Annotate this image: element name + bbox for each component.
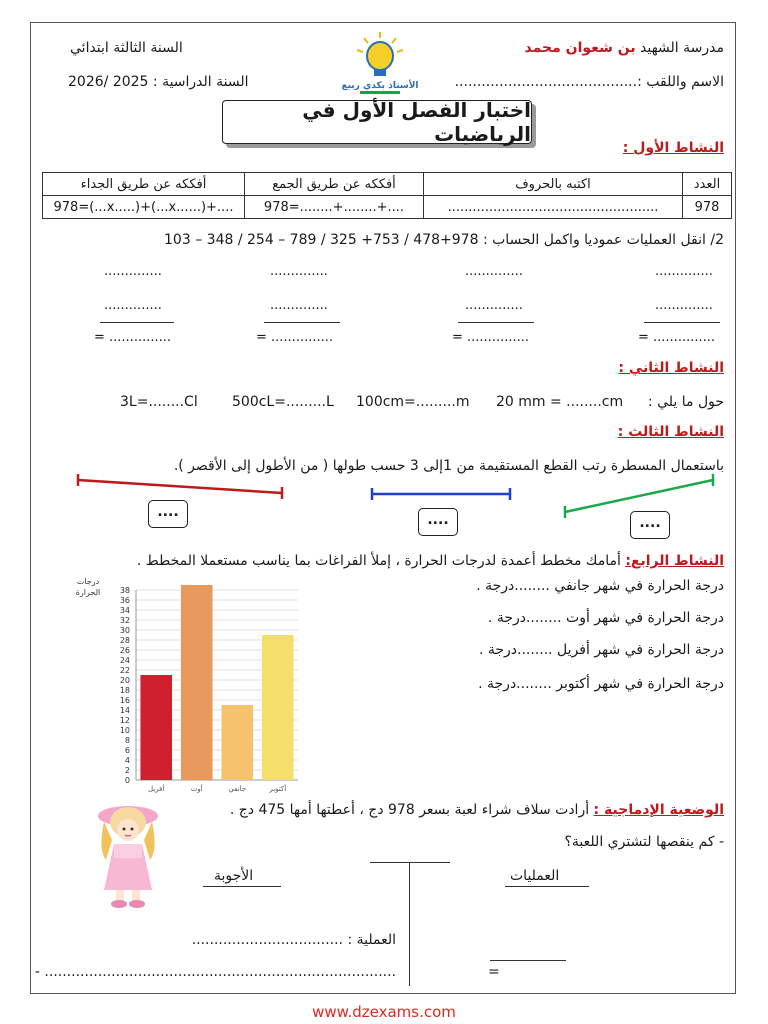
number-table: [42, 172, 732, 219]
teacher-logo: [330, 30, 430, 96]
y-tick-label: 34: [119, 606, 130, 615]
table-cell[interactable]: 978=(...x.....)+(...x......)+....: [43, 196, 245, 219]
op-dots[interactable]: ..............: [655, 264, 713, 279]
y-tick-label: 10: [119, 726, 130, 735]
x-tick-label: أكتوبر: [269, 785, 287, 793]
table-cell: 978: [683, 196, 732, 219]
activity4-heading: النشاط الرابع: أمامك مخطط أعمدة لدرجات الحرارة ، إملأ الفراغات بما يناسب مستعملا المخطط .: [136, 553, 724, 569]
y-tick-label: 24: [119, 656, 130, 665]
divider-top: [370, 862, 450, 863]
convert-item[interactable]: 3L=........Cl: [120, 394, 198, 410]
y-tick-label: 8: [124, 736, 130, 745]
op-dots[interactable]: ..............: [270, 264, 328, 279]
temp-question[interactable]: درجة الحرارة في شهر أوت ........درجة .: [487, 610, 724, 626]
op-result[interactable]: = ...............: [638, 330, 716, 345]
table-header: اكتبه بالحروف: [424, 173, 683, 196]
y-tick-label: 26: [119, 646, 130, 655]
y-tick-label: 18: [119, 686, 130, 695]
op-dots[interactable]: ..............: [270, 298, 328, 313]
watermark: www.dzexams.com: [312, 1003, 456, 1021]
y-tick-label: 12: [119, 716, 130, 725]
x-tick-label: أوت: [190, 785, 203, 793]
y-tick-label: 30: [119, 626, 130, 635]
activity3-instruction: باستعمال المسطرة رتب القطع المستقيمة من 1إلى 3 حسب طولها ( من الأطول إلى الأقصر ).: [173, 458, 724, 474]
table-header: أفككه عن طريق الجداء: [43, 173, 245, 196]
svg-text:الأستاذ بكدي ربيع: الأستاذ بكدي ربيع: [341, 81, 419, 91]
y-tick-label: 28: [119, 636, 130, 645]
x-tick-label: أفريل: [148, 785, 165, 793]
rank-box-red[interactable]: ....: [148, 500, 188, 528]
op-dots[interactable]: ..............: [104, 264, 162, 279]
integration-heading: الوضعية الإدماجية : أرادت سلاف شراء لعبة بسعر 978 دج ، أعطتها أمها 475 دج .: [229, 802, 724, 818]
name-field: الاسم واللقب :.........................................: [454, 74, 724, 90]
operations-underline: [505, 886, 589, 887]
answers-heading: الأجوبة: [214, 868, 254, 884]
activity2-label: النشاط الثاني :: [618, 360, 724, 376]
op-result[interactable]: = ...............: [94, 330, 172, 345]
grade-level: السنة الثالثة ابتدائي: [70, 40, 183, 56]
doll-image: [88, 800, 168, 910]
op-line: [644, 322, 720, 323]
y-tick-label: 4: [124, 756, 130, 765]
activity3-label: النشاط الثالث :: [617, 424, 724, 440]
segment-blue: [372, 488, 510, 500]
table-cell[interactable]: 978=........+........+....: [245, 196, 424, 219]
equals-sign: =: [488, 964, 500, 980]
op-result[interactable]: = ...............: [452, 330, 530, 345]
op-dots[interactable]: ..............: [465, 298, 523, 313]
result-line: [490, 960, 566, 961]
op-result[interactable]: = ...............: [256, 330, 334, 345]
y-tick-label: 22: [119, 666, 130, 675]
operations-heading: العمليات: [510, 868, 560, 884]
op-dots[interactable]: ..............: [465, 264, 523, 279]
integration-question: - كم ينقصها لتشتري اللعبة؟: [564, 834, 724, 850]
temp-question[interactable]: درجة الحرارة في شهر جانفي ........درجة .: [476, 578, 724, 594]
rank-box-green[interactable]: ....: [630, 511, 670, 539]
y-tick-label: 32: [119, 616, 130, 625]
bar: [262, 635, 294, 780]
convert-label: حول ما يلي :: [647, 394, 724, 410]
question-2: 2/ انقل العمليات عموديا واكمل الحساب : 978+478 / 753+ 325 / 789 – 254 / 348 – 103: [164, 232, 724, 248]
table-cell[interactable]: ...................................................: [424, 196, 683, 219]
answer-line[interactable]: ............................................................................... -: [34, 964, 396, 980]
school-name: مدرسة الشهيد بن شعوان محمد: [524, 40, 724, 56]
operation-line[interactable]: العملية : ..................................: [191, 932, 396, 948]
y-axis-title: درجات: [76, 577, 100, 586]
bar: [140, 675, 172, 780]
convert-item[interactable]: 20 mm = ........cm: [496, 394, 624, 410]
bar: [221, 705, 253, 780]
y-axis-title: الحرارة: [75, 588, 101, 597]
y-tick-label: 36: [119, 596, 130, 605]
temp-question[interactable]: درجة الحرارة في شهر أكتوبر ........درجة .: [478, 676, 724, 692]
y-tick-label: 0: [124, 776, 130, 785]
y-tick-label: 2: [124, 766, 130, 775]
convert-item[interactable]: 100cm=.........m: [356, 394, 470, 410]
rank-box-blue[interactable]: ....: [418, 508, 458, 536]
table-header: أفككه عن طريق الجمع: [245, 173, 424, 196]
convert-item[interactable]: 500cL=.........L: [232, 394, 334, 410]
school-year: السنة الدراسية : 2025 /2026: [68, 74, 249, 90]
bar: [181, 585, 213, 780]
y-tick-label: 20: [119, 676, 130, 685]
op-line: [100, 322, 174, 323]
y-tick-label: 16: [119, 696, 130, 705]
temperature-chart: [70, 572, 360, 798]
answers-underline: [203, 886, 281, 887]
segment-red: [78, 474, 282, 499]
divider-vertical: [409, 862, 410, 986]
temp-question[interactable]: درجة الحرارة في شهر أفريل ........درجة .: [478, 642, 724, 658]
table-header: العدد: [683, 173, 732, 196]
x-tick-label: جانفي: [228, 785, 247, 793]
op-line: [458, 322, 534, 323]
op-line: [264, 322, 340, 323]
y-tick-label: 14: [119, 706, 130, 715]
op-dots[interactable]: ..............: [655, 298, 713, 313]
page-title: اختبار الفصل الأول في الرياضيات: [222, 100, 532, 144]
activity1-label: النشاط الأول :: [622, 140, 724, 156]
y-tick-label: 38: [119, 586, 130, 595]
op-dots[interactable]: ..............: [104, 298, 162, 313]
y-tick-label: 6: [124, 746, 130, 755]
